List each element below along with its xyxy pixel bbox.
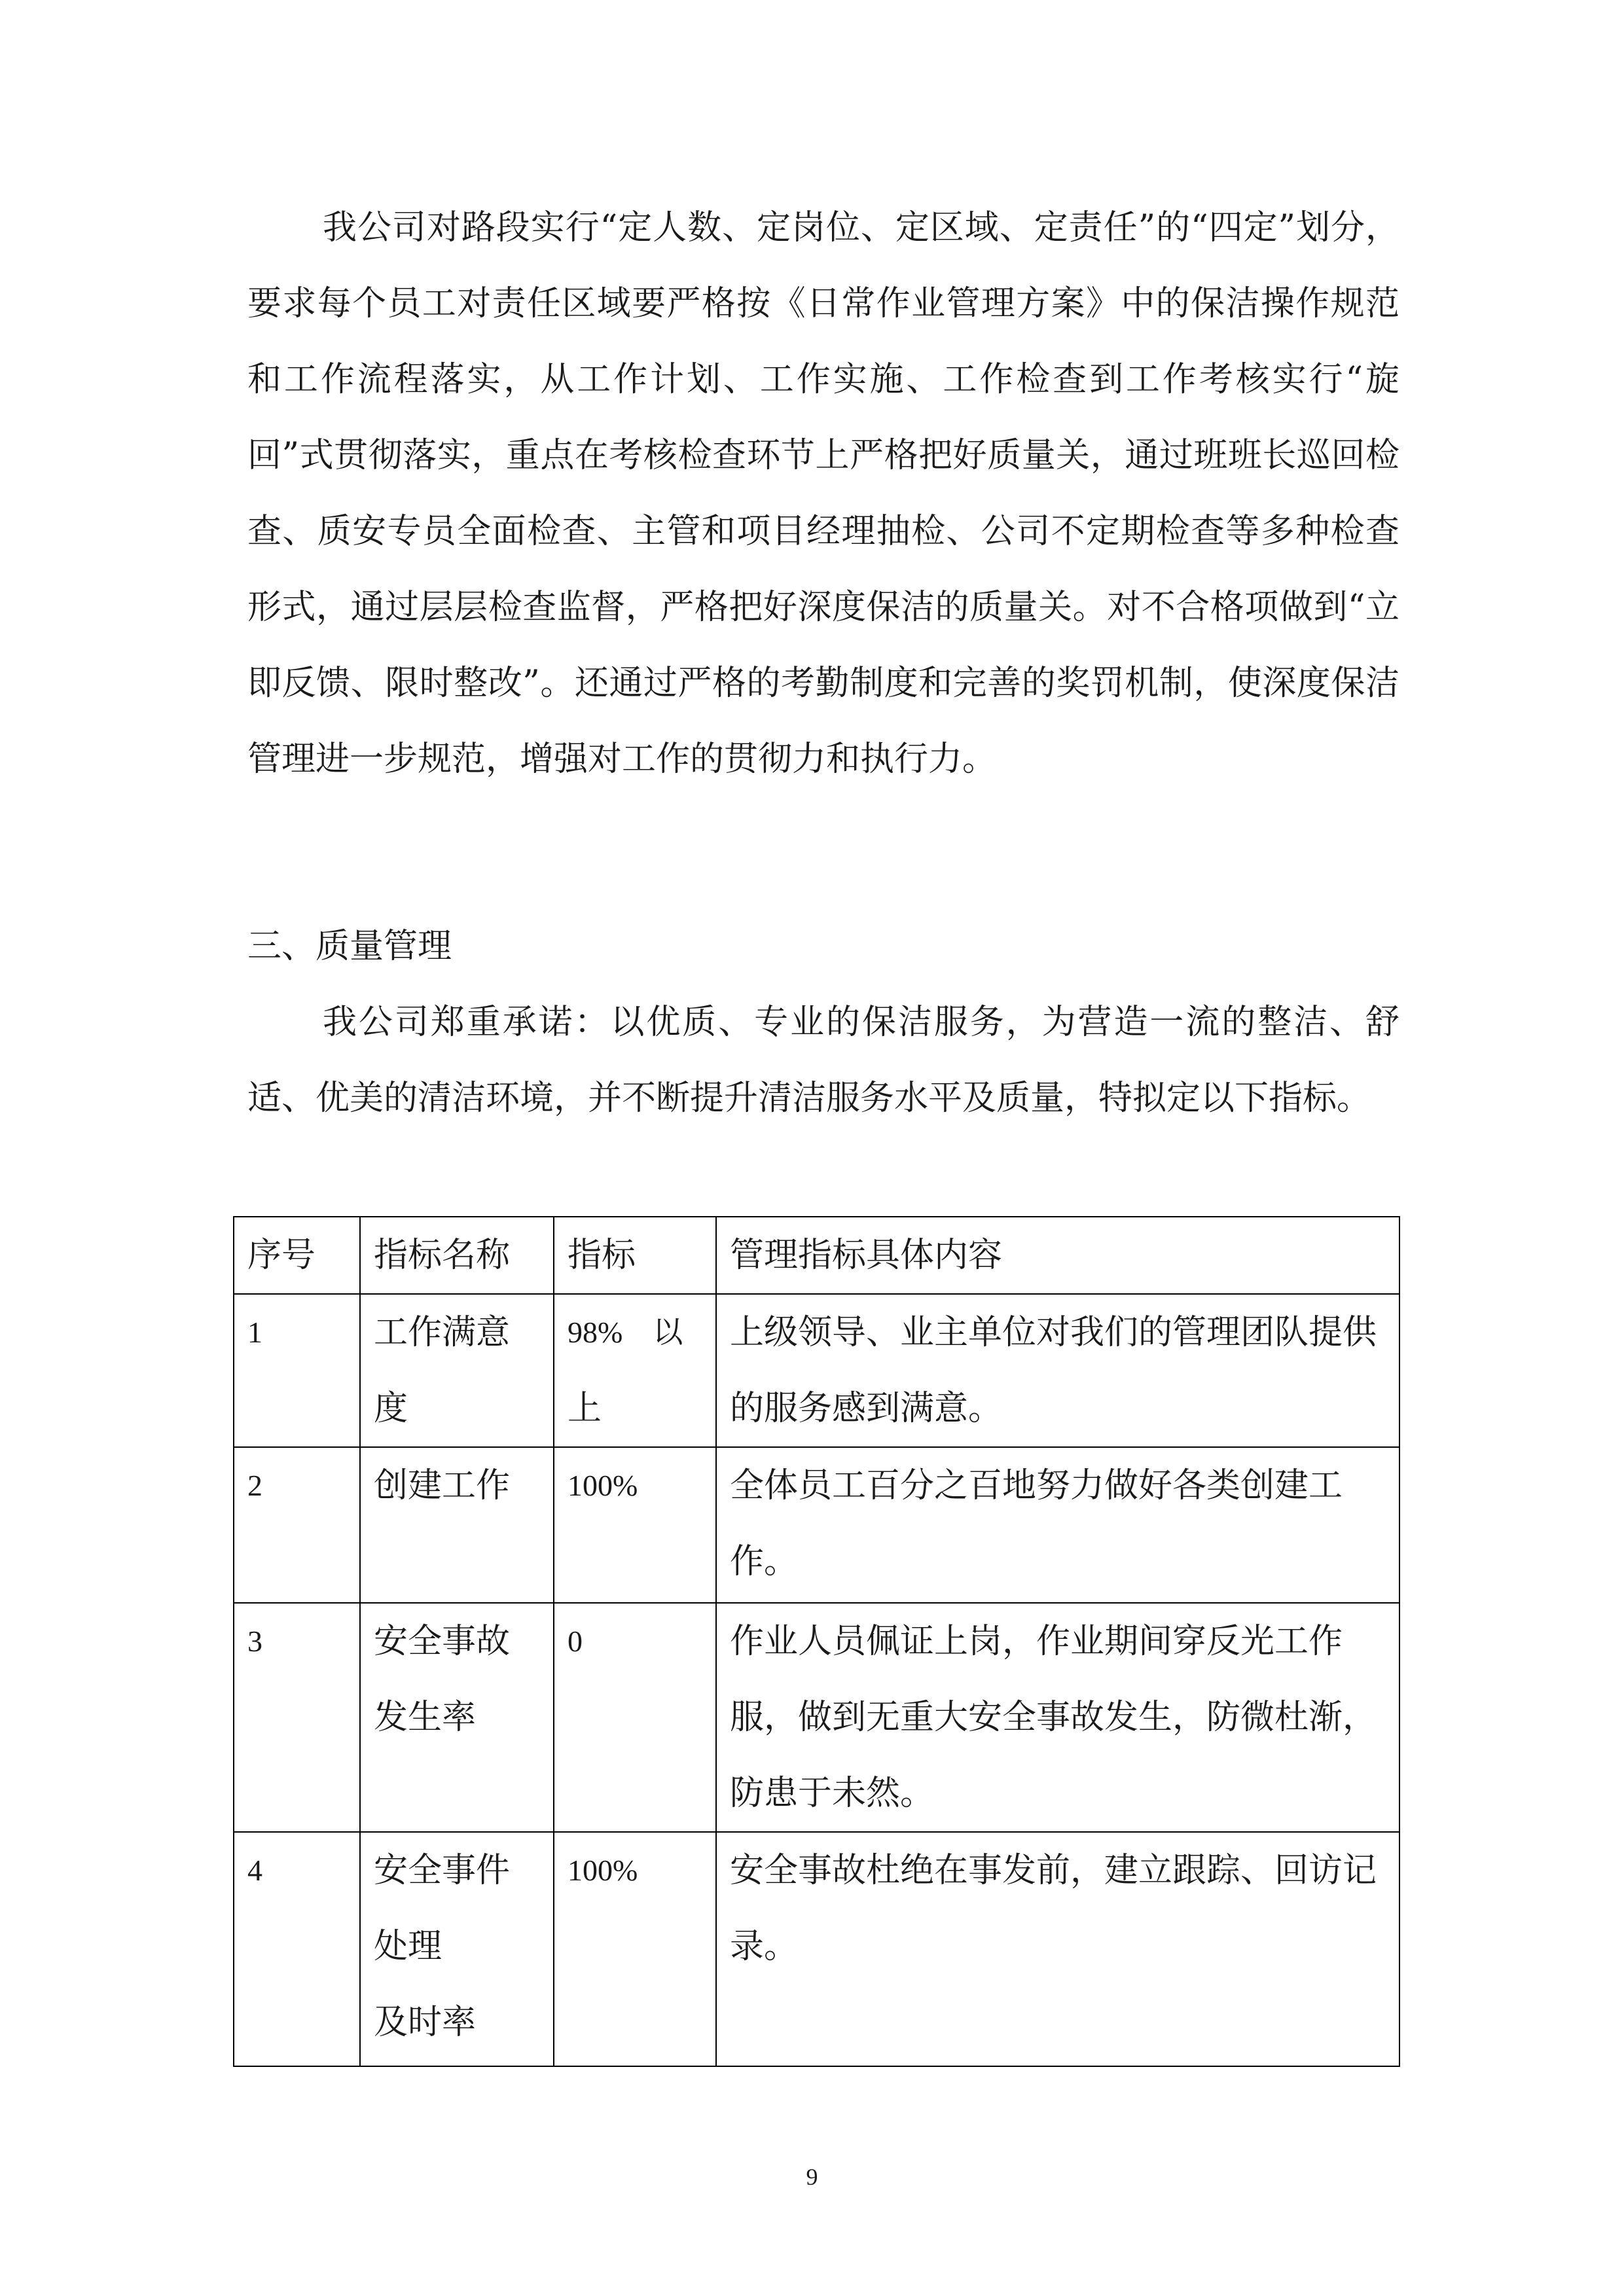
header-cell-target: 指标 <box>554 1217 716 1294</box>
cell-name <box>360 1447 554 1603</box>
cell-line: 0 <box>568 1624 583 1658</box>
table-row <box>234 1832 1399 2066</box>
cell-target <box>554 1294 716 1447</box>
table-row <box>234 1294 1399 1447</box>
cell-no: 4 <box>234 1832 360 2066</box>
cell-line: 100% <box>568 1469 638 1502</box>
cell-line: 上 <box>568 1389 602 1428</box>
cell-target <box>554 1603 716 1832</box>
page-number: 9 <box>806 2164 818 2190</box>
header-cell-no: 序号 <box>234 1217 360 1294</box>
cell-line: 及时率 <box>374 2003 477 2042</box>
cell-line: 100% <box>568 1854 638 1887</box>
cell-name <box>360 1603 554 1832</box>
cell-name <box>360 1832 554 2066</box>
cell-target <box>554 1447 716 1603</box>
cell-content: 上级领导、业主单位对我们的管理团队提供的服务感到满意。 <box>716 1294 1399 1447</box>
cell-name <box>360 1294 554 1447</box>
cell-line: 98% 以 <box>568 1316 683 1349</box>
section-heading: 三、质量管理 <box>247 927 452 966</box>
header-cell-name: 指标名称 <box>360 1217 554 1294</box>
cell-content: 作业人员佩证上岗，作业期间穿反光工作服，做到无重大安全事故发生，防微杜渐，防患于未然。 <box>716 1603 1399 1832</box>
cell-line: 创建工作 <box>374 1466 511 1505</box>
cell-content: 安全事故杜绝在事发前，建立跟踪、回访记录。 <box>716 1832 1399 2066</box>
body-paragraph: 我公司对路段实行“定人数、定岗位、定区域、定责任”的“四定”划分，要求每个员工对责任区域要严格按《日常作业管理方案》中的保洁操作规范和工作流程落实，从工作计划、工作实施、工作检查到工作考核实行“旋回”式贯彻落实，重点在考核检查环节上严格把好质量关，通过班班长巡回检查、质安专员全面检查、主管和项目经理抽检、公司不定期检查等多种检查形式，通过层层检查监督，严格把好深度保洁的质量关。对不合格项做到“立即反馈、限时整改”。还通过严格的考勤制度和完善的奖罚机制，使深度保洁管理进一步规范，增强对工作的贯彻力和执行力。 <box>247 208 1399 779</box>
cell-line: 处理 <box>374 1927 442 1966</box>
table-row <box>234 1447 1399 1603</box>
cell-no: 2 <box>234 1447 360 1603</box>
body-paragraph: 我公司郑重承诺：以优质、专业的保洁服务，为营造一流的整洁、舒适、优美的清洁环境，并不断提升清洁服务水平及质量，特拟定以下指标。 <box>247 1003 1399 1118</box>
cell-target <box>554 1832 716 2066</box>
cell-line: 安全事故 <box>374 1622 511 1661</box>
cell-line: 工作满意 <box>374 1313 511 1352</box>
table-row <box>234 1603 1399 1832</box>
cell-no: 1 <box>234 1294 360 1447</box>
table-header-row <box>234 1217 1399 1294</box>
indicator-table <box>233 1216 1400 2067</box>
header-cell-content: 管理指标具体内容 <box>716 1217 1399 1294</box>
cell-content: 全体员工百分之百地努力做好各类创建工作。 <box>716 1447 1399 1603</box>
cell-line: 安全事件 <box>374 1851 511 1890</box>
cell-line: 发生率 <box>374 1698 477 1737</box>
cell-no: 3 <box>234 1603 360 1832</box>
cell-line: 度 <box>374 1389 408 1428</box>
